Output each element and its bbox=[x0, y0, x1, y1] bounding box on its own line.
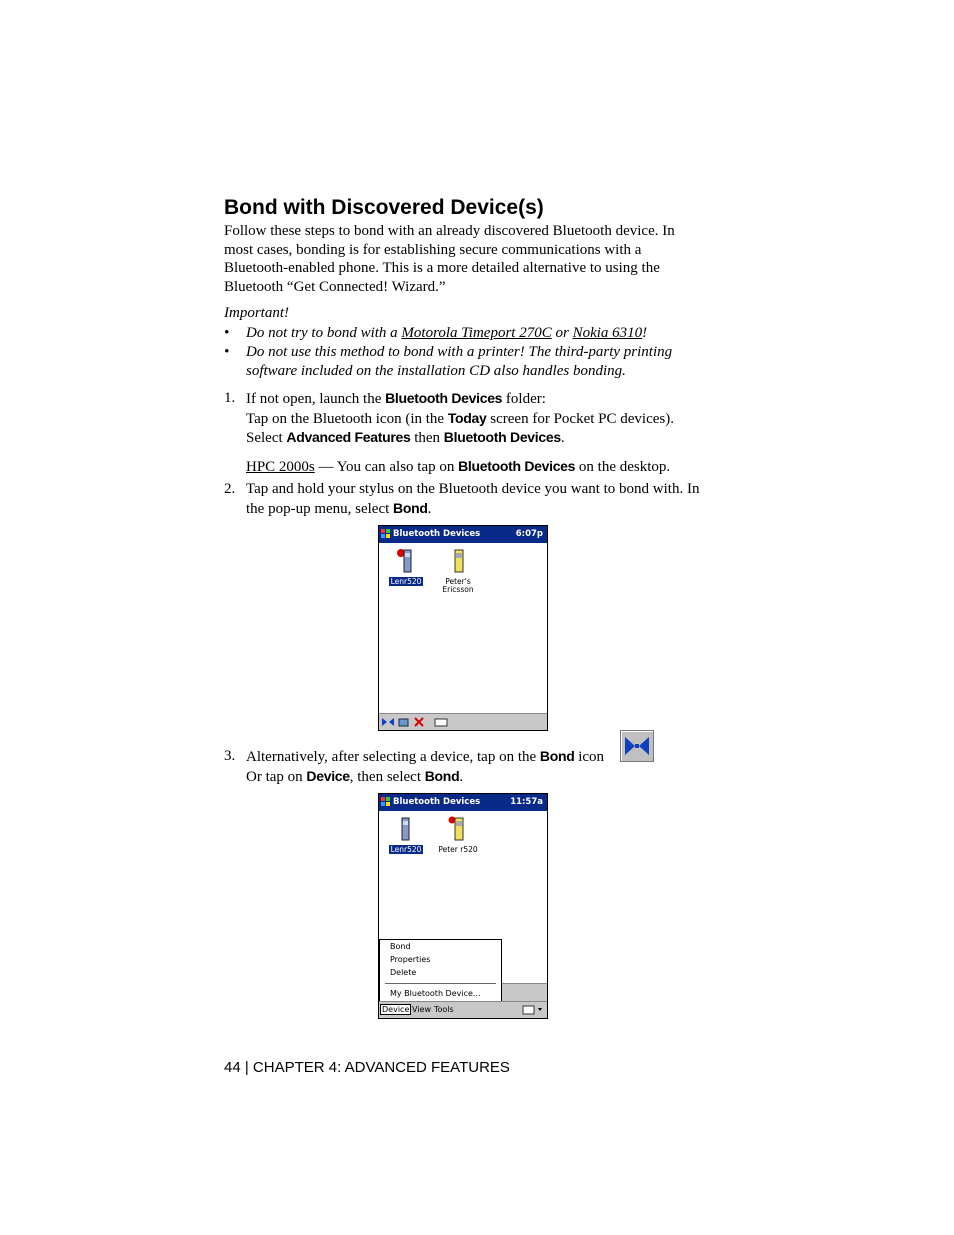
device-peter-r520[interactable] bbox=[436, 816, 480, 854]
pda-command-bar bbox=[379, 713, 547, 730]
bond-toolbar-icon[interactable] bbox=[620, 730, 654, 762]
intro-paragraph: Follow these steps to bond with an already discovered Bluetooth device. In most cases, bonding is for establishing secure communications with a Bluetooth-enabled phone. This is a more detailed alternative to using the Bluetooth “Get Connected! Wizard.” bbox=[224, 223, 675, 295]
phone-icon bbox=[448, 548, 468, 576]
bond-icon[interactable] bbox=[382, 718, 394, 726]
device-label: Peter r520 bbox=[438, 845, 478, 854]
bullet-text: Do not use this method to bond with a printer! The third-party printing software included on the installation CD also handles bonding. bbox=[246, 344, 673, 379]
pda-clock: 11:57a bbox=[510, 797, 543, 807]
step-number: 1. bbox=[224, 390, 236, 406]
pda-clock: 6:07p bbox=[515, 529, 543, 539]
menu-item-delete[interactable]: Delete bbox=[390, 968, 417, 977]
menu-tools[interactable]: Tools bbox=[434, 1005, 454, 1014]
motorola-link[interactable]: Motorola Timeport 270C bbox=[401, 325, 552, 341]
pda-menubar bbox=[379, 1001, 547, 1018]
keyboard-icon[interactable] bbox=[521, 1004, 545, 1016]
step-number: 2. bbox=[224, 481, 236, 497]
pda-title: Bluetooth Devices bbox=[393, 529, 481, 539]
nokia-link[interactable]: Nokia 6310 bbox=[572, 325, 643, 341]
page-title: Bond with Discovered Device(s) bbox=[224, 196, 544, 219]
delete-icon[interactable] bbox=[415, 718, 423, 726]
menu-item-properties[interactable]: Properties bbox=[390, 955, 431, 964]
menu-view[interactable]: View bbox=[412, 1005, 431, 1014]
bullet-text: Do not try to bond with a bbox=[246, 325, 402, 341]
pda-titlebar bbox=[379, 526, 547, 543]
phone-icon bbox=[396, 816, 416, 844]
pda-screenshot-2 bbox=[378, 793, 548, 1019]
important-label: Important! bbox=[224, 305, 289, 321]
menu-item-bond[interactable]: Bond bbox=[390, 942, 411, 951]
device-label: Ericsson bbox=[442, 585, 474, 594]
menu-divider bbox=[385, 983, 496, 984]
keyboard-icon[interactable] bbox=[435, 719, 447, 726]
device-label: Peter's bbox=[445, 577, 471, 586]
device-label: Lenr520 bbox=[390, 577, 422, 586]
pda-titlebar bbox=[379, 794, 547, 811]
phone-icon bbox=[396, 548, 416, 576]
hpc-link[interactable]: HPC 2000s bbox=[246, 458, 315, 475]
windows-flag-icon bbox=[381, 529, 390, 539]
device-lenr520[interactable] bbox=[384, 816, 428, 854]
bullet-dot: • bbox=[224, 325, 230, 341]
menu-item-my-bluetooth-device[interactable]: My Bluetooth Device... bbox=[390, 989, 481, 998]
phone-icon bbox=[448, 816, 468, 844]
menu-device[interactable]: Device bbox=[382, 1005, 410, 1014]
windows-flag-icon bbox=[381, 797, 390, 807]
step-number: 3. bbox=[224, 748, 236, 764]
pda-screenshot-1 bbox=[378, 525, 548, 731]
pda-title: Bluetooth Devices bbox=[393, 797, 481, 807]
device-lenr520[interactable] bbox=[384, 548, 428, 586]
bullet-dot: • bbox=[224, 344, 230, 360]
context-menu bbox=[379, 939, 502, 1003]
device-peters-ericsson[interactable] bbox=[436, 548, 480, 594]
page-footer: 44 | CHAPTER 4: ADVANCED FEATURES bbox=[224, 1059, 510, 1076]
device-label: Lenr520 bbox=[390, 845, 422, 854]
properties-icon[interactable] bbox=[399, 719, 408, 726]
